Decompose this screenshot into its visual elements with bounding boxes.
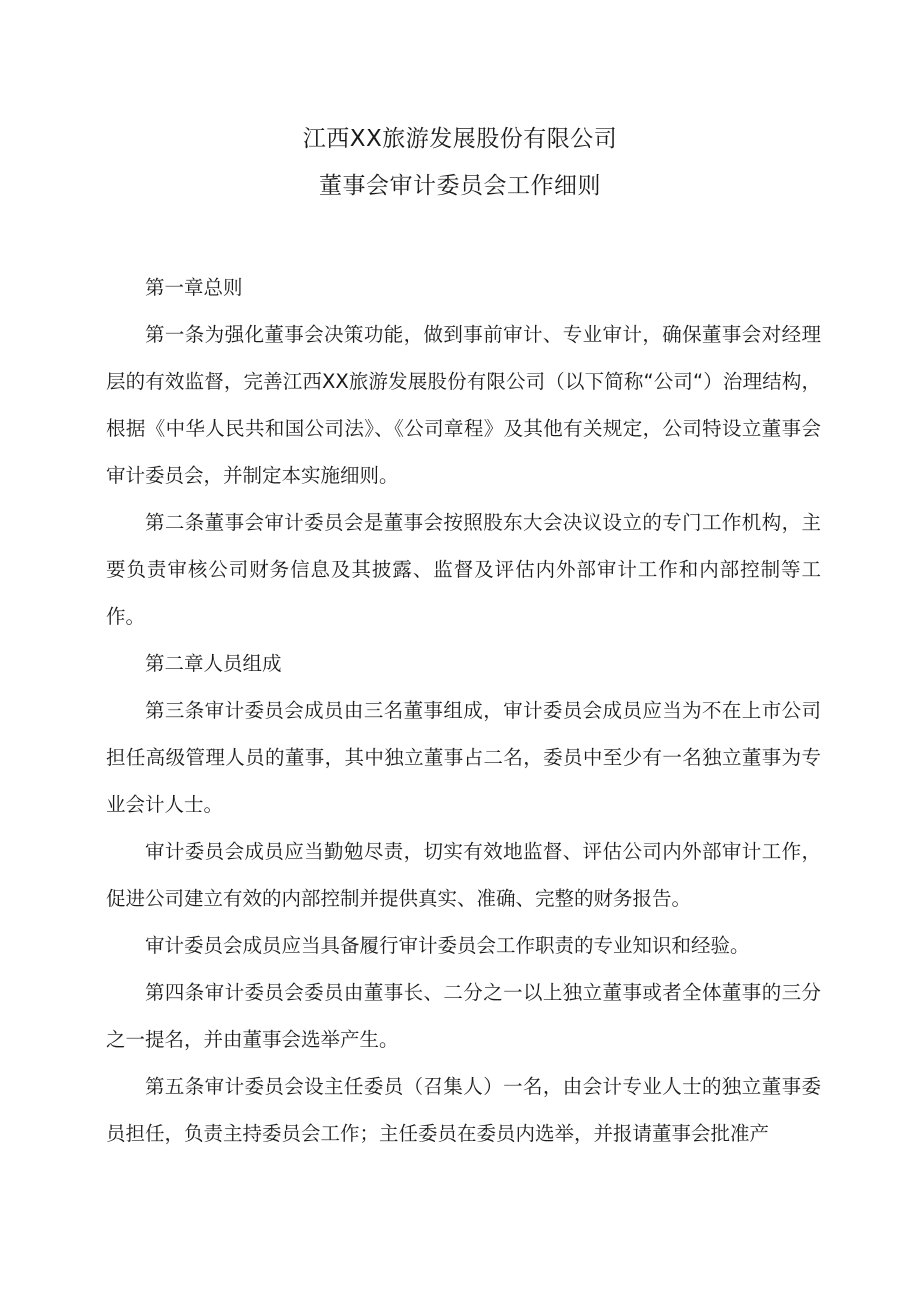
document-body [106, 264, 821, 1157]
chapter-heading: 第二章人员组成 [145, 652, 282, 675]
document-title-company: 江西XX旅游发展股份有限公司 [302, 126, 618, 152]
body-paragraph: 第一条为强化董事会决策功能，做到事前审计、专业审计，确保董事会对经理层的有效监督，完善江西XX旅游发展股份有限公司（以下简称“公司“）治理结构，根据《中华人民共和国公司法》、《公司章程》及其他有关规定，公司特设立董事会审计委员会，并制定本实施细则。 [106, 323, 821, 487]
body-paragraph: 第五条审计委员会设主任委员（召集人）一名，由会计专业人士的独立董事委员担任，负责主持委员会工作；主任委员在委员内选举，并报请董事会批准产 [106, 1075, 821, 1145]
chapter-heading: 第一章总则 [145, 276, 243, 299]
body-paragraph: 审计委员会成员应当具备履行审计委员会工作职责的专业知识和经验。 [145, 934, 750, 957]
body-paragraph: 第二条董事会审计委员会是董事会按照股东大会决议设立的专门工作机构，主要负责审核公司财务信息及其披露、监督及评估内外部审计工作和内部控制等工作。 [106, 511, 821, 628]
body-paragraph: 第三条审计委员会成员由三名董事组成，审计委员会成员应当为不在上市公司担任高级管理人员的董事，其中独立董事占二名，委员中至少有一名独立董事为专业会计人士。 [106, 699, 821, 816]
body-paragraph: 审计委员会成员应当勤勉尽责，切实有效地监督、评估公司内外部审计工作，促进公司建立有效的内部控制并提供真实、准确、完整的财务报告。 [106, 840, 821, 910]
body-paragraph: 第四条审计委员会委员由董事长、二分之一以上独立董事或者全体董事的三分之一提名，并由董事会选举产生。 [106, 981, 821, 1051]
document-title-rules: 董事会审计委员会工作细则 [319, 173, 601, 199]
